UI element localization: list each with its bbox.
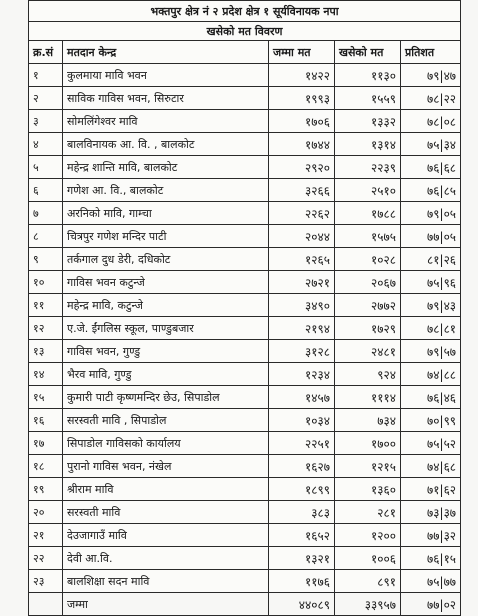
row-sn: ८ (29, 225, 63, 248)
header-cast: खसेको मत (335, 41, 401, 64)
row-cast: ८९१ (335, 570, 401, 593)
row-sn: १७ (29, 432, 63, 455)
table-row (29, 501, 461, 524)
row-percent: ७७|३२ (401, 524, 461, 547)
row-center: गाविस भवन कटुन्जे (63, 271, 269, 294)
row-percent: ७५|७७ (401, 570, 461, 593)
row-percent: ७५|५२ (401, 432, 461, 455)
row-center: गणेश आ. वि., बालकोट (63, 179, 269, 202)
header-center: मतदान केन्द्र (63, 41, 269, 64)
total-registered: ४४०८९ (269, 593, 335, 616)
row-sn: १९ (29, 478, 63, 501)
table-row (29, 133, 461, 156)
row-cast: १२०० (335, 524, 401, 547)
row-sn: ७ (29, 202, 63, 225)
row-percent: ७१|६२ (401, 478, 461, 501)
row-cast: १००६ (335, 547, 401, 570)
row-center: पुरानो गाविस भवन, नंखेल (63, 455, 269, 478)
row-cast: १५७५ (335, 225, 401, 248)
row-center: ए.जे. ईंगलिस स्कूल, पाण्डुबजार (63, 317, 269, 340)
page-subtitle: खसेको मत विवरण (29, 22, 461, 41)
total-cast: ३३९५७ (335, 593, 401, 616)
row-registered: २२५१ (269, 432, 335, 455)
vote-summary-sheet (28, 0, 460, 612)
row-registered: १७४४ (269, 133, 335, 156)
row-cast: ९२४ (335, 363, 401, 386)
table-row (29, 455, 461, 478)
row-center: बालशिक्षा सदन मावि (63, 570, 269, 593)
row-center: सरस्वती मावि (63, 501, 269, 524)
row-center: महेन्द्र शान्ति मावि, बालकोट (63, 156, 269, 179)
table-row (29, 271, 461, 294)
row-percent: ७५|९६ (401, 271, 461, 294)
row-registered: ३१२८ (269, 340, 335, 363)
title-row (29, 1, 461, 22)
row-registered: १२३४ (269, 363, 335, 386)
row-sn: २० (29, 501, 63, 524)
table-row (29, 248, 461, 271)
row-sn: २ (29, 87, 63, 110)
table-row (29, 478, 461, 501)
table-row (29, 87, 461, 110)
table-row (29, 340, 461, 363)
row-center: साविक गाविस भवन, सिरुटार (63, 87, 269, 110)
row-registered: १३२१ (269, 547, 335, 570)
row-percent: ७६|४६ (401, 386, 461, 409)
table-row (29, 409, 461, 432)
row-registered: २९२० (269, 156, 335, 179)
row-sn: १ (29, 64, 63, 87)
row-sn: २१ (29, 524, 63, 547)
row-percent: ७६|६८ (401, 156, 461, 179)
row-cast: १०२८ (335, 248, 401, 271)
row-percent: ७९|४३ (401, 294, 461, 317)
row-cast: ७३४ (335, 409, 401, 432)
table-row (29, 179, 461, 202)
row-cast: १३३२ (335, 110, 401, 133)
table-row (29, 317, 461, 340)
row-sn: १३ (29, 340, 63, 363)
row-percent: ७८|२२ (401, 87, 461, 110)
row-registered: १९९३ (269, 87, 335, 110)
row-center: देउजागाउँ मावि (63, 524, 269, 547)
row-registered: १८९९ (269, 478, 335, 501)
table-row (29, 432, 461, 455)
row-center: देवी आ.वि. (63, 547, 269, 570)
row-registered: १६२७ (269, 455, 335, 478)
row-cast: ११३० (335, 64, 401, 87)
page-title: भक्तपुर क्षेत्र नं २ प्रदेश क्षेत्र १ सूर्यविनायक नपा (29, 1, 461, 22)
row-center: सरस्वती मावि , सिपाडोल (63, 409, 269, 432)
row-percent: ७४|८८ (401, 363, 461, 386)
row-sn: ११ (29, 294, 63, 317)
row-cast: १७२९ (335, 317, 401, 340)
row-center: चित्रपुर गणेश मन्दिर पाटी (63, 225, 269, 248)
row-sn: ५ (29, 156, 63, 179)
row-registered: २२६२ (269, 202, 335, 225)
row-sn: २३ (29, 570, 63, 593)
row-registered: ११७६ (269, 570, 335, 593)
row-percent: ८१|२६ (401, 248, 461, 271)
row-registered: २७२१ (269, 271, 335, 294)
row-cast: २०६७ (335, 271, 401, 294)
row-cast: १२१५ (335, 455, 401, 478)
row-registered: २१९४ (269, 317, 335, 340)
table-row (29, 64, 461, 87)
table-row (29, 547, 461, 570)
row-registered: १६५२ (269, 524, 335, 547)
table-row (29, 524, 461, 547)
row-center: अरनिको मावि, गाम्चा (63, 202, 269, 225)
row-center: सोमलिंगेश्वर मावि (63, 110, 269, 133)
total-row (29, 593, 461, 616)
row-registered: १४५७ (269, 386, 335, 409)
row-sn: २२ (29, 547, 63, 570)
row-percent: ७४|६८ (401, 455, 461, 478)
row-sn: १६ (29, 409, 63, 432)
row-cast: १७०० (335, 432, 401, 455)
total-label: जम्मा (63, 593, 269, 616)
row-percent: ७३|३७ (401, 501, 461, 524)
total-sn-empty (29, 593, 63, 616)
table-row (29, 386, 461, 409)
row-percent: ७८|८१ (401, 317, 461, 340)
table-row (29, 570, 461, 593)
row-cast: १५५९ (335, 87, 401, 110)
row-cast: २२३९ (335, 156, 401, 179)
row-percent: ७८|०८ (401, 110, 461, 133)
table-row (29, 156, 461, 179)
row-cast: २४८१ (335, 340, 401, 363)
header-percent: प्रतिशत (401, 41, 461, 64)
row-sn: १० (29, 271, 63, 294)
row-center: भैरव मावि, गुण्डु (63, 363, 269, 386)
header-registered: जम्मा मत (269, 41, 335, 64)
row-sn: ९ (29, 248, 63, 271)
table-row (29, 363, 461, 386)
subtitle-row (29, 22, 461, 41)
row-cast: २५१० (335, 179, 401, 202)
table-row (29, 225, 461, 248)
row-cast: २७७२ (335, 294, 401, 317)
vote-table (28, 0, 461, 616)
row-percent: ७९|५७ (401, 340, 461, 363)
row-sn: ६ (29, 179, 63, 202)
row-sn: ३ (29, 110, 63, 133)
row-center: तर्कगाल दुध डेरी, दधिकोट (63, 248, 269, 271)
row-center: श्रीराम मावि (63, 478, 269, 501)
row-registered: ३२६६ (269, 179, 335, 202)
row-registered: २०४४ (269, 225, 335, 248)
row-registered: ३४९० (269, 294, 335, 317)
header-sn: क्र.सं (29, 41, 63, 64)
row-center: महेन्द्र मावि, कटुन्जे (63, 294, 269, 317)
row-cast: १११४ (335, 386, 401, 409)
table-row (29, 202, 461, 225)
row-sn: १४ (29, 363, 63, 386)
row-percent: ७७|०५ (401, 225, 461, 248)
row-center: सिपाडोल गाविसको कार्यालय (63, 432, 269, 455)
row-cast: २८१ (335, 501, 401, 524)
row-registered: १४२२ (269, 64, 335, 87)
row-center: बालविनायक आ. वि. , बालकोट (63, 133, 269, 156)
row-center: गाविस भवन, गुण्डु (63, 340, 269, 363)
row-percent: ७६|१५ (401, 547, 461, 570)
row-registered: १२६५ (269, 248, 335, 271)
total-percent: ७७|०२ (401, 593, 461, 616)
row-percent: ७०|९९ (401, 409, 461, 432)
table-row (29, 110, 461, 133)
row-percent: ७६|८५ (401, 179, 461, 202)
row-center: कुलमाया मावि भवन (63, 64, 269, 87)
row-percent: ७९|०५ (401, 202, 461, 225)
row-sn: १२ (29, 317, 63, 340)
row-registered: १०३४ (269, 409, 335, 432)
row-sn: १८ (29, 455, 63, 478)
row-center: कुमारी पाटी कृष्णमन्दिर छेउ, सिपाडोल (63, 386, 269, 409)
row-sn: १५ (29, 386, 63, 409)
row-cast: १७८८ (335, 202, 401, 225)
table-row (29, 294, 461, 317)
row-registered: ३८३ (269, 501, 335, 524)
row-sn: ४ (29, 133, 63, 156)
row-percent: ७५|३४ (401, 133, 461, 156)
row-registered: १७०६ (269, 110, 335, 133)
header-row (29, 41, 461, 64)
row-percent: ७९|४७ (401, 64, 461, 87)
row-cast: १३६० (335, 478, 401, 501)
row-cast: १३१४ (335, 133, 401, 156)
